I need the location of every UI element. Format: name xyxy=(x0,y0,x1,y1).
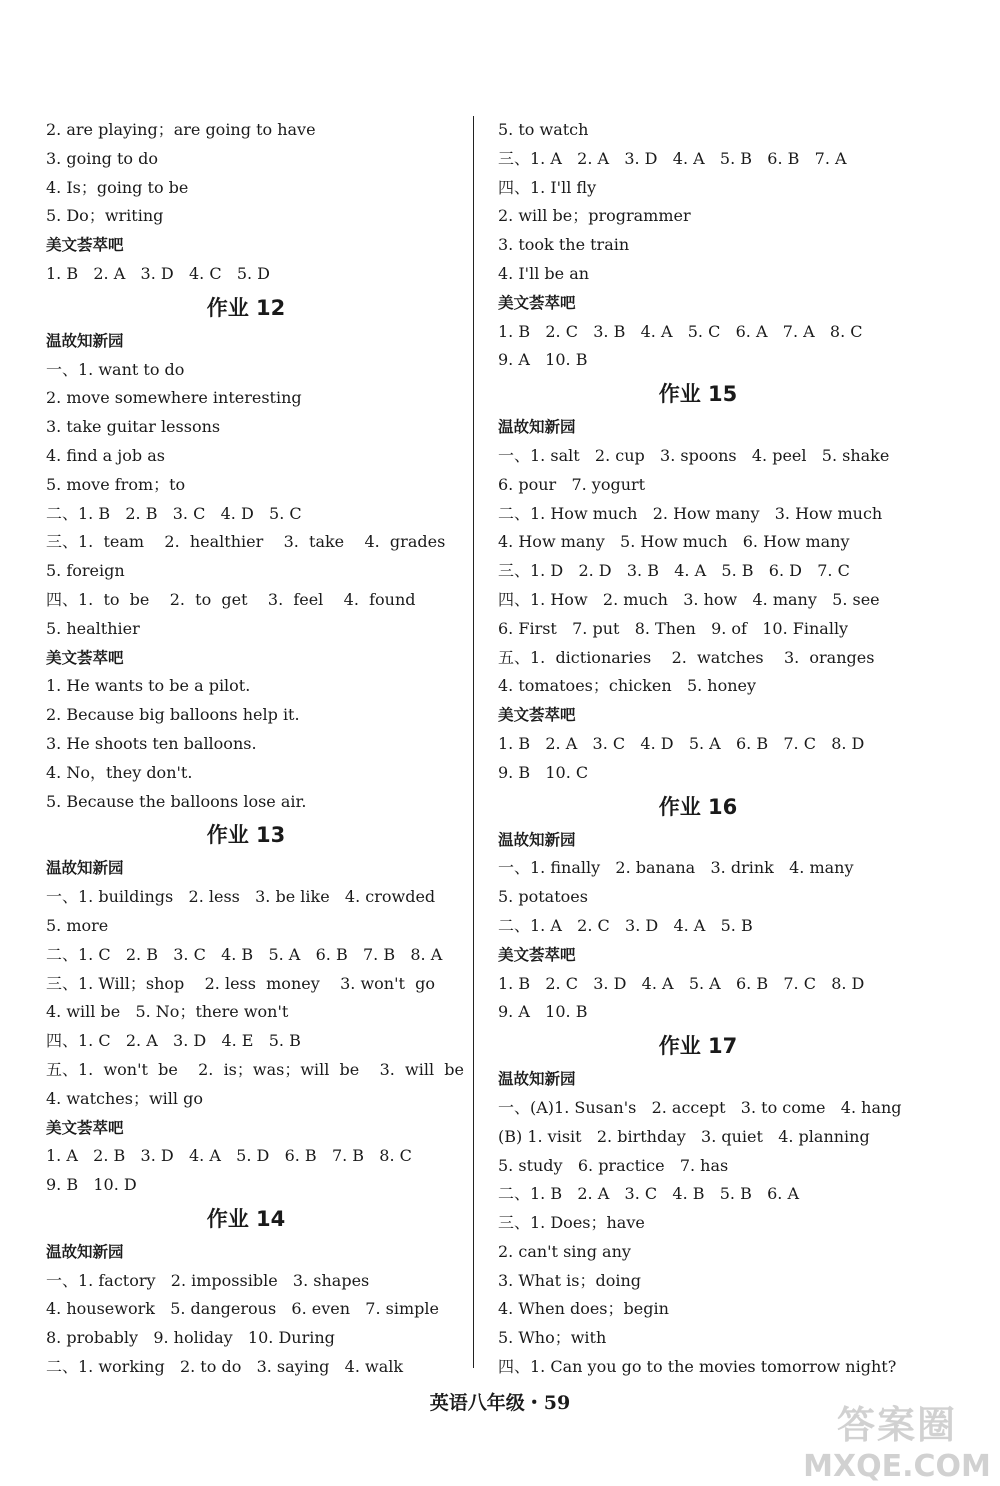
section-heading: 温故知新园 xyxy=(498,418,576,437)
answer-line: 一、(A)1. Susan's 2. accept 3. to come 4. hang xyxy=(498,1097,902,1117)
assignment-title: 作业 17 xyxy=(658,1034,738,1059)
answer-line: 5. healthier xyxy=(46,618,140,638)
answer-line: 9. B 10. D xyxy=(46,1175,137,1195)
assignment-title: 作业 16 xyxy=(658,794,738,819)
answer-line: 二、1. How much 2. How many 3. How much xyxy=(498,503,883,523)
answer-line: 一、1. want to do xyxy=(46,359,185,379)
answer-line: 8. probably 9. holiday 10. During xyxy=(46,1328,335,1348)
answer-line: 5. potatoes xyxy=(498,887,588,907)
answer-line: 二、1. working 2. to do 3. saying 4. walk xyxy=(46,1357,404,1377)
answer-line: 1. A 2. B 3. D 4. A 5. D 6. B 7. B 8. C xyxy=(46,1146,412,1166)
answer-line: 5. more xyxy=(46,915,109,935)
answer-line: 5. Who；with xyxy=(498,1328,607,1348)
assignment-title: 作业 15 xyxy=(658,382,738,407)
watermark-logo xyxy=(802,1394,992,1482)
right-column xyxy=(498,116,902,1382)
answer-line: 4. How many 5. How much 6. How many xyxy=(498,532,850,552)
answer-line: 6. First 7. put 8. Then 9. of 10. Finally xyxy=(498,618,849,638)
assignment-title: 作业 12 xyxy=(206,295,286,320)
answer-line: 一、1. factory 2. impossible 3. shapes xyxy=(46,1270,370,1290)
answer-line: 5. Because the balloons lose air. xyxy=(46,791,307,811)
answer-line: 4. will be 5. No；there won't xyxy=(46,1002,289,1022)
answer-line: 五、1. won't be 2. is；was；will be 3. will be xyxy=(46,1059,464,1079)
answer-line: 一、1. finally 2. banana 3. drink 4. many xyxy=(498,858,854,878)
section-heading: 温故知新园 xyxy=(46,859,124,878)
watermark-url: MXQE.COM xyxy=(803,1449,991,1484)
answer-line: 4. No，they don't. xyxy=(46,762,193,782)
answer-line: 一、1. salt 2. cup 3. spoons 4. peel 5. shake xyxy=(498,445,890,465)
answer-line: 2. Because big balloons help it. xyxy=(46,705,300,725)
answer-line: (B) 1. visit 2. birthday 3. quiet 4. planning xyxy=(498,1126,870,1146)
answer-line: 三、1. Does；have xyxy=(498,1213,645,1233)
answer-line: 1. B 2. C 3. D 4. A 5. A 6. B 7. C 8. D xyxy=(498,973,865,993)
answer-line: 二、1. A 2. C 3. D 4. A 5. B xyxy=(498,915,753,935)
section-heading: 温故知新园 xyxy=(46,1242,124,1261)
section-heading: 美文荟萃吧 xyxy=(498,945,576,964)
section-heading: 美文荟萃吧 xyxy=(498,293,576,312)
left-column xyxy=(46,116,464,1382)
answer-line: 1. B 2. A 3. D 4. C 5. D xyxy=(46,263,270,283)
page-footer: 英语八年级・59 xyxy=(429,1392,571,1414)
section-heading: 美文荟萃吧 xyxy=(46,648,124,667)
answer-line: 3. take guitar lessons xyxy=(46,417,221,437)
answer-line: 2. will be；programmer xyxy=(498,206,691,226)
answer-line: 5. study 6. practice 7. has xyxy=(498,1155,729,1175)
answer-line: 3. going to do xyxy=(46,148,158,168)
assignment-title: 作业 14 xyxy=(206,1206,286,1231)
answer-line: 9. A 10. B xyxy=(498,350,588,370)
answer-line: 3. He shoots ten balloons. xyxy=(46,733,257,753)
answer-line: 四、1. to be 2. to get 3. feel 4. found xyxy=(46,589,416,609)
answer-line: 4. I'll be an xyxy=(498,263,590,283)
section-heading: 温故知新园 xyxy=(46,331,124,350)
section-heading: 温故知新园 xyxy=(498,830,576,849)
section-heading: 美文荟萃吧 xyxy=(46,1118,124,1137)
answer-line: 5. to watch xyxy=(498,120,589,139)
answer-line: 4. housework 5. dangerous 6. even 7. simple xyxy=(46,1299,439,1319)
section-heading: 美文荟萃吧 xyxy=(46,236,124,255)
answer-line: 5. Do；writing xyxy=(46,206,164,226)
answer-line: 9. B 10. C xyxy=(498,762,589,782)
answer-line: 6. pour 7. yogurt xyxy=(498,474,646,494)
answer-line: 四、1. How 2. much 3. how 4. many 5. see xyxy=(498,589,880,609)
watermark-cn: 答案圈 xyxy=(836,1403,957,1447)
answer-line: 一、1. buildings 2. less 3. be like 4. crowded xyxy=(46,887,436,907)
answer-line: 4. Is；going to be xyxy=(46,177,189,197)
answer-line: 2. can't sing any xyxy=(498,1241,631,1261)
answer-line: 二、1. B 2. A 3. C 4. B 5. B 6. A xyxy=(498,1184,800,1204)
answer-line: 3. took the train xyxy=(498,235,630,255)
answer-line: 4. tomatoes；chicken 5. honey xyxy=(498,676,757,696)
answer-line: 二、1. B 2. B 3. C 4. D 5. C xyxy=(46,503,302,523)
answer-line: 三、1. Will；shop 2. less money 3. won't go xyxy=(46,973,435,993)
answer-line: 5. foreign xyxy=(46,561,125,581)
answer-line: 9. A 10. B xyxy=(498,1002,588,1022)
answer-line: 二、1. C 2. B 3. C 4. B 5. A 6. B 7. B 8. A xyxy=(46,944,443,964)
answer-line: 2. are playing；are going to have xyxy=(46,120,316,139)
column-divider xyxy=(473,116,474,1368)
answer-line: 3. What is；doing xyxy=(498,1270,642,1290)
answer-line: 4. watches；will go xyxy=(46,1088,203,1108)
answer-line: 4. When does；begin xyxy=(498,1299,669,1319)
answer-line: 四、1. I'll fly xyxy=(498,177,597,197)
answer-line: 4. find a job as xyxy=(46,445,165,465)
section-heading: 美文荟萃吧 xyxy=(498,706,576,725)
answer-line: 1. B 2. C 3. B 4. A 5. C 6. A 7. A 8. C xyxy=(498,321,863,341)
answer-line: 2. move somewhere interesting xyxy=(46,388,302,408)
answer-line: 四、1. Can you go to the movies tomorrow night? xyxy=(498,1357,897,1377)
answer-line: 1. B 2. A 3. C 4. D 5. A 6. B 7. C 8. D xyxy=(498,733,865,753)
answer-line: 四、1. C 2. A 3. D 4. E 5. B xyxy=(46,1031,301,1051)
answer-line: 5. move from；to xyxy=(46,474,186,494)
section-heading: 温故知新园 xyxy=(498,1070,576,1089)
answer-line: 三、1. A 2. A 3. D 4. A 5. B 6. B 7. A xyxy=(498,148,847,168)
answer-line: 三、1. D 2. D 3. B 4. A 5. B 6. D 7. C xyxy=(498,561,850,581)
answer-line: 五、1. dictionaries 2. watches 3. oranges xyxy=(498,647,875,667)
assignment-title: 作业 13 xyxy=(206,823,286,848)
answer-line: 1. He wants to be a pilot. xyxy=(46,676,251,696)
answer-line: 三、1. team 2. healthier 3. take 4. grades xyxy=(46,532,446,552)
